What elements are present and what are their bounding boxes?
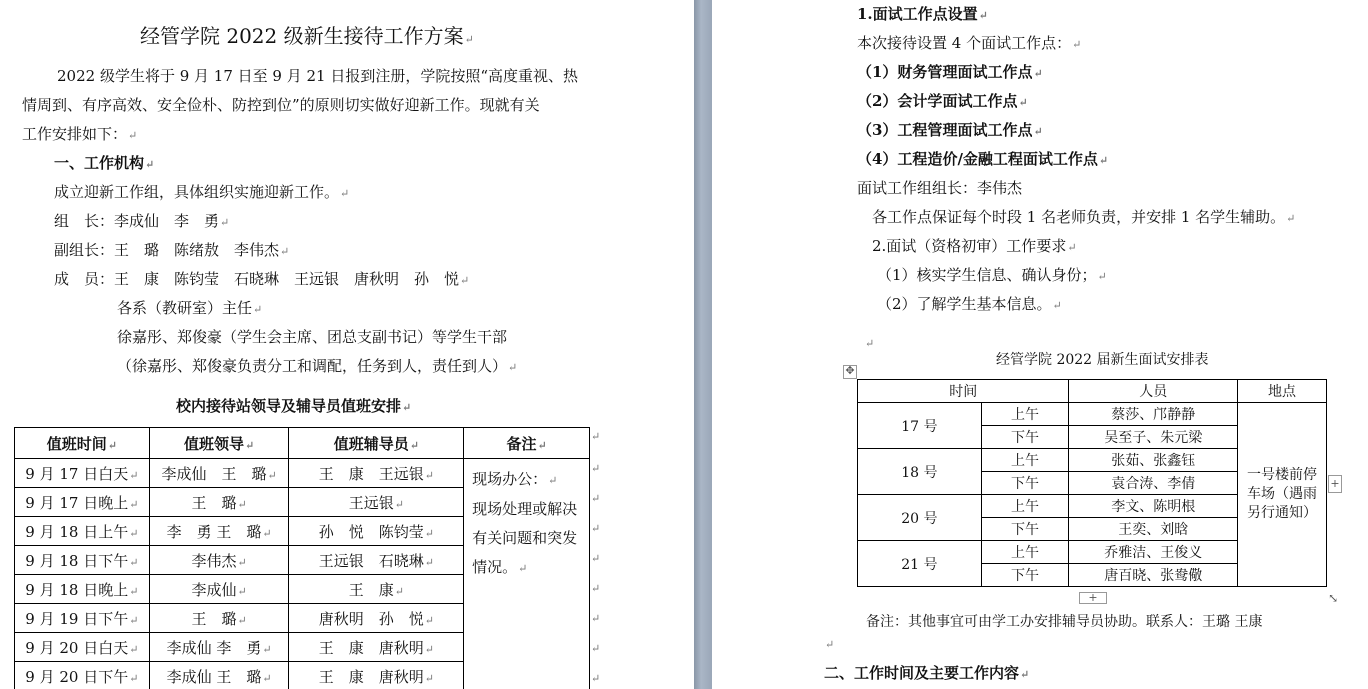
duty-time-cell: 9 月 20 日白天↵ bbox=[15, 633, 150, 662]
period-cell: 下午 bbox=[981, 564, 1069, 587]
row-end-mark: ↵ bbox=[591, 522, 601, 535]
day-cell: 18 号 bbox=[858, 449, 982, 495]
period-cell: 上午 bbox=[981, 495, 1069, 518]
duty-time-cell: 9 月 18 日晚上↵ bbox=[15, 575, 150, 604]
add-row-plus-icon[interactable]: + bbox=[1079, 592, 1107, 604]
header-leader: 值班领导↵ bbox=[149, 428, 289, 459]
people-cell: 张茹、张鑫钰 bbox=[1069, 449, 1238, 472]
period-cell: 下午 bbox=[981, 426, 1069, 449]
members-line: 成 员：王 康 陈钧莹 石晓琳 王远银 唐秋明 孙 悦↵ bbox=[54, 270, 470, 288]
duty-leader-cell: 李成仙 李 勇↵ bbox=[149, 633, 289, 662]
duty-table-title: 校内接待站领导及辅导员值班安排↵ bbox=[176, 397, 412, 415]
people-cell: 吴至子、朱元梁 bbox=[1069, 426, 1238, 449]
people-cell: 蔡莎、邝静静 bbox=[1069, 403, 1238, 426]
interview-point-item: （1）财务管理面试工作点↵ bbox=[857, 63, 1043, 81]
leader-line: 组 长：李成仙 李 勇↵ bbox=[54, 212, 230, 230]
duty-time-cell: 9 月 20 日下午↵ bbox=[15, 662, 150, 689]
people-cell: 王奕、刘晗 bbox=[1069, 518, 1238, 541]
day-cell: 21 号 bbox=[858, 541, 982, 587]
table-header-row bbox=[15, 428, 590, 459]
duty-time-cell: 9 月 18 日上午↵ bbox=[15, 517, 150, 546]
section1-heading: 一、工作机构↵ bbox=[54, 154, 155, 172]
period-cell: 上午 bbox=[981, 449, 1069, 472]
paragraph-mark: ↵ bbox=[825, 638, 835, 651]
page-gutter bbox=[694, 0, 712, 689]
duty-counselor-cell: 王 康↵ bbox=[289, 575, 464, 604]
duty-counselor-cell: 唐秋明 孙 悦↵ bbox=[289, 604, 464, 633]
row-end-mark: ↵ bbox=[591, 612, 601, 625]
row-end-mark: ↵ bbox=[591, 462, 601, 475]
row-end-mark: ↵ bbox=[591, 492, 601, 505]
interview-table-title: 经管学院 2022 届新生面试安排表 bbox=[996, 352, 1209, 368]
header-counselor: 值班辅导员↵ bbox=[289, 428, 464, 459]
duty-counselor-cell: 孙 悦 陈钧莹↵ bbox=[289, 517, 464, 546]
note-line: 现场办公：↵ bbox=[472, 470, 558, 488]
duty-time-cell: 9 月 17 日白天↵ bbox=[15, 459, 150, 488]
note-line: 现场处理或解决 bbox=[472, 500, 578, 518]
members-extra-line: 各系（教研室）主任↵ bbox=[117, 299, 263, 317]
row-end-mark: ↵ bbox=[591, 582, 601, 595]
period-cell: 下午 bbox=[981, 518, 1069, 541]
table-row bbox=[858, 403, 1327, 426]
duty-leader-cell: 李成仙↵ bbox=[149, 575, 289, 604]
day-cell: 17 号 bbox=[858, 403, 982, 449]
place-text: 一号楼前停车场（遇雨另行通知） bbox=[1246, 467, 1317, 521]
note-line: 有关问题和突发 bbox=[472, 529, 578, 547]
row-end-mark: ↵ bbox=[591, 642, 601, 655]
section1-line: 成立迎新工作组，具体组织实施迎新工作。↵ bbox=[54, 183, 350, 201]
duty-time-cell: 9 月 19 日下午↵ bbox=[15, 604, 150, 633]
period-cell: 下午 bbox=[981, 472, 1069, 495]
requirement-item: （2）了解学生基本信息。↵ bbox=[877, 295, 1062, 313]
duty-counselor-cell: 王远银↵ bbox=[289, 488, 464, 517]
paragraph-mark: ↵ bbox=[865, 337, 875, 350]
period-cell: 上午 bbox=[981, 403, 1069, 426]
duty-schedule-table[interactable] bbox=[14, 427, 590, 689]
table-move-handle-icon[interactable]: ✥ bbox=[843, 365, 857, 379]
place-cell bbox=[1237, 403, 1326, 587]
intro-line-2: 情周到、有序高效、安全俭朴、防控到位”的原则切实做好迎新工作。现就有关 bbox=[22, 96, 540, 114]
duty-leader-cell: 王 璐↵ bbox=[149, 604, 289, 633]
duty-leader-cell: 王 璐↵ bbox=[149, 488, 289, 517]
section2-heading: 二、工作时间及主要工作内容↵ bbox=[824, 664, 1030, 682]
interview-point-item: （2）会计学面试工作点↵ bbox=[857, 92, 1028, 110]
interview-point-item: （4）工程造价/金融工程面试工作点↵ bbox=[857, 150, 1109, 168]
duty-leader-cell: 李伟杰↵ bbox=[149, 546, 289, 575]
duty-time-cell: 9 月 18 日下午↵ bbox=[15, 546, 150, 575]
document-title: 经管学院 2022 级新生接待工作方案↵ bbox=[140, 24, 474, 48]
period-cell: 上午 bbox=[981, 541, 1069, 564]
interview-leader-line: 面试工作组组长：李伟杰 bbox=[857, 179, 1023, 197]
people-cell: 李文、陈明根 bbox=[1069, 495, 1238, 518]
remark-line: 备注：其他事宜可由学工办安排辅导员协助。联系人：王璐 王康 bbox=[866, 614, 1263, 630]
header-time: 时间 bbox=[858, 380, 1069, 403]
table-row bbox=[15, 459, 590, 488]
header-place: 地点 bbox=[1237, 380, 1326, 403]
people-cell: 乔雅洁、王俊义 bbox=[1069, 541, 1238, 564]
intro-line-1: 2022 级学生将于 9 月 17 日至 9 月 21 日报到注册，学院按照“高度重视、热 bbox=[57, 67, 579, 85]
interview-schedule-table[interactable] bbox=[857, 379, 1327, 587]
duty-leader-cell: 李 勇 王 璐↵ bbox=[149, 517, 289, 546]
interview-point-heading: 1.面试工作点设置↵ bbox=[857, 5, 988, 23]
requirements-heading: 2.面试（资格初审）工作要求↵ bbox=[872, 237, 1077, 255]
duty-counselor-cell: 王远银 石晓琳↵ bbox=[289, 546, 464, 575]
people-cell: 袁合涛、李倩 bbox=[1069, 472, 1238, 495]
duty-counselor-cell: 王 康 王远银↵ bbox=[289, 459, 464, 488]
duty-leader-cell: 李成仙 王 璐↵ bbox=[149, 459, 289, 488]
deputy-line: 副组长：王 璐 陈绪敖 李伟杰↵ bbox=[54, 241, 290, 259]
duty-counselor-cell: 王 康 唐秋明↵ bbox=[289, 633, 464, 662]
header-note: 备注↵ bbox=[464, 428, 590, 459]
row-end-mark: ↵ bbox=[591, 430, 601, 443]
intro-line-3: 工作安排如下：↵ bbox=[22, 125, 138, 143]
guarantee-line: 各工作点保证每个时段 1 名老师负责，并安排 1 名学生辅助。↵ bbox=[872, 208, 1296, 226]
add-column-plus-icon[interactable]: + bbox=[1328, 475, 1342, 493]
members-extra-line: （徐嘉彤、郑俊豪负责分工和调配，任务到人，责任到人）↵ bbox=[117, 357, 518, 375]
duty-counselor-cell: 王 康 唐秋明↵ bbox=[289, 662, 464, 689]
duty-note-cell bbox=[464, 459, 590, 689]
interview-point-intro: 本次接待设置 4 个面试工作点：↵ bbox=[857, 34, 1082, 52]
duty-leader-cell: 李成仙 王 璐↵ bbox=[149, 662, 289, 689]
row-end-mark: ↵ bbox=[591, 672, 601, 685]
duty-time-cell: 9 月 17 日晚上↵ bbox=[15, 488, 150, 517]
note-line: 情况。↵ bbox=[472, 558, 528, 576]
people-cell: 唐百晓、张鸯儆 bbox=[1069, 564, 1238, 587]
table-header-row bbox=[858, 380, 1327, 403]
members-extra-line: 徐嘉彤、郑俊豪（学生会主席、团总支副书记）等学生干部 bbox=[117, 328, 508, 346]
row-end-mark: ↵ bbox=[591, 552, 601, 565]
header-time: 值班时间↵ bbox=[15, 428, 150, 459]
interview-point-item: （3）工程管理面试工作点↵ bbox=[857, 121, 1043, 139]
table-resize-handle-icon[interactable]: ⤡ bbox=[1328, 591, 1339, 605]
requirement-item: （1）核实学生信息、确认身份；↵ bbox=[877, 266, 1107, 284]
day-cell: 20 号 bbox=[858, 495, 982, 541]
header-people: 人员 bbox=[1069, 380, 1238, 403]
